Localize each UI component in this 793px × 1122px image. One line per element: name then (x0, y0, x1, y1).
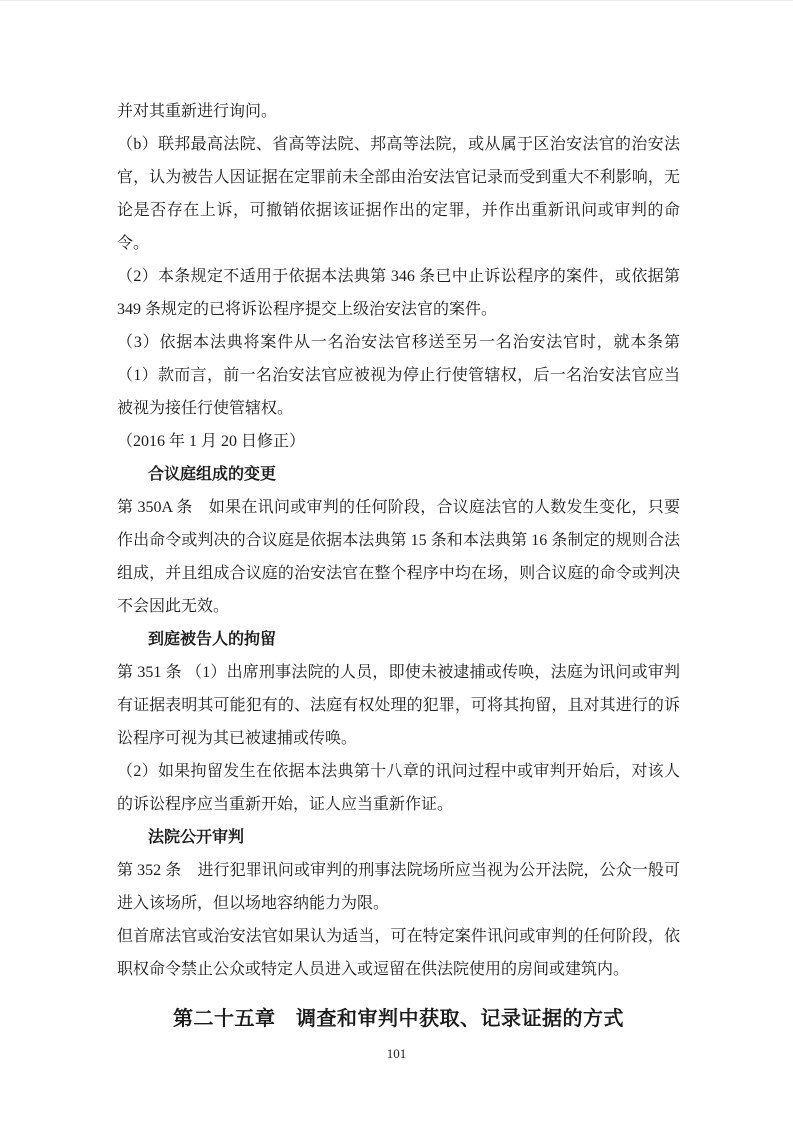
paragraph: 第 351 条 （1）出席刑事法院的人员，即使未被逮捕或传唤，法庭为讯问或审判有证据表明其可能犯有的、法庭有权处理的犯罪，可将其拘留，且对其进行的诉讼程序可视为其已被逮捕或传唤。 (117, 664, 680, 747)
paragraph: （3）依据本法典将案件从一名治安法官移送至另一名治安法官时，就本条第（1）款而言，前一名治安法官应被视为停止行使管辖权，后一名治安法官应当被视为接任行使管辖权。 (117, 334, 680, 417)
paragraph: （b）联邦最高法院、省高等法院、邦高等法院，或从属于区治安法官的治安法官，认为被告人因证据在定罪前未全部由治安法官记录而受到重大不利影响，无论是否存在上诉，可撤销依据该证据作出的定罪，并作出重新讯问或审判的命令。 (117, 136, 680, 252)
paragraph: 第 352 条 进行犯罪讯问或审判的刑事法院场所应当视为公开法院，公众一般可进入该场所，但以场地容纳能力为限。 (117, 862, 680, 912)
paragraph: （2016 年 1 月 20 日修正） (117, 433, 306, 450)
section-heading: 到庭被告人的拘留 (148, 631, 277, 648)
page-number: 101 (386, 1046, 407, 1061)
paragraph: 但首席法官或治安法官如果认为适当，可在特定案件讯问或审判的任何阶段，依职权命令禁止公众或特定人员进入或逗留在供法院使用的房间或建筑内。 (117, 928, 680, 978)
section-heading: 合议庭组成的变更 (148, 466, 277, 483)
paragraph: 并对其重新进行询问。 (117, 103, 278, 120)
paragraph: （2）本条规定不适用于依据本法典第 346 条已中止诉讼程序的案件，或依据第 349 条规定的已将诉讼程序提交上级治安法官的案件。 (117, 268, 680, 318)
paragraph: （2）如果拘留发生在依据本法典第十八章的讯问过程中或审判开始后，对该人的诉讼程序应当重新开始，证人应当重新作证。 (117, 763, 680, 813)
document-body (117, 95, 680, 1033)
paragraph: 第 350A 条 如果在讯问或审判的任何阶段，合议庭法官的人数发生变化，只要作出命令或判决的合议庭是依据本法典第 15 条和本法典第 16 条制定的规则合法组成，并且组成合议庭的治安法官在整个程序中均在场，则合议庭的命令或判决不会因此无效。 (117, 499, 680, 615)
section-heading: 法院公开审判 (148, 829, 245, 846)
chapter-heading: 第二十五章 调查和审判中获取、记录证据的方式 (173, 1008, 624, 1030)
